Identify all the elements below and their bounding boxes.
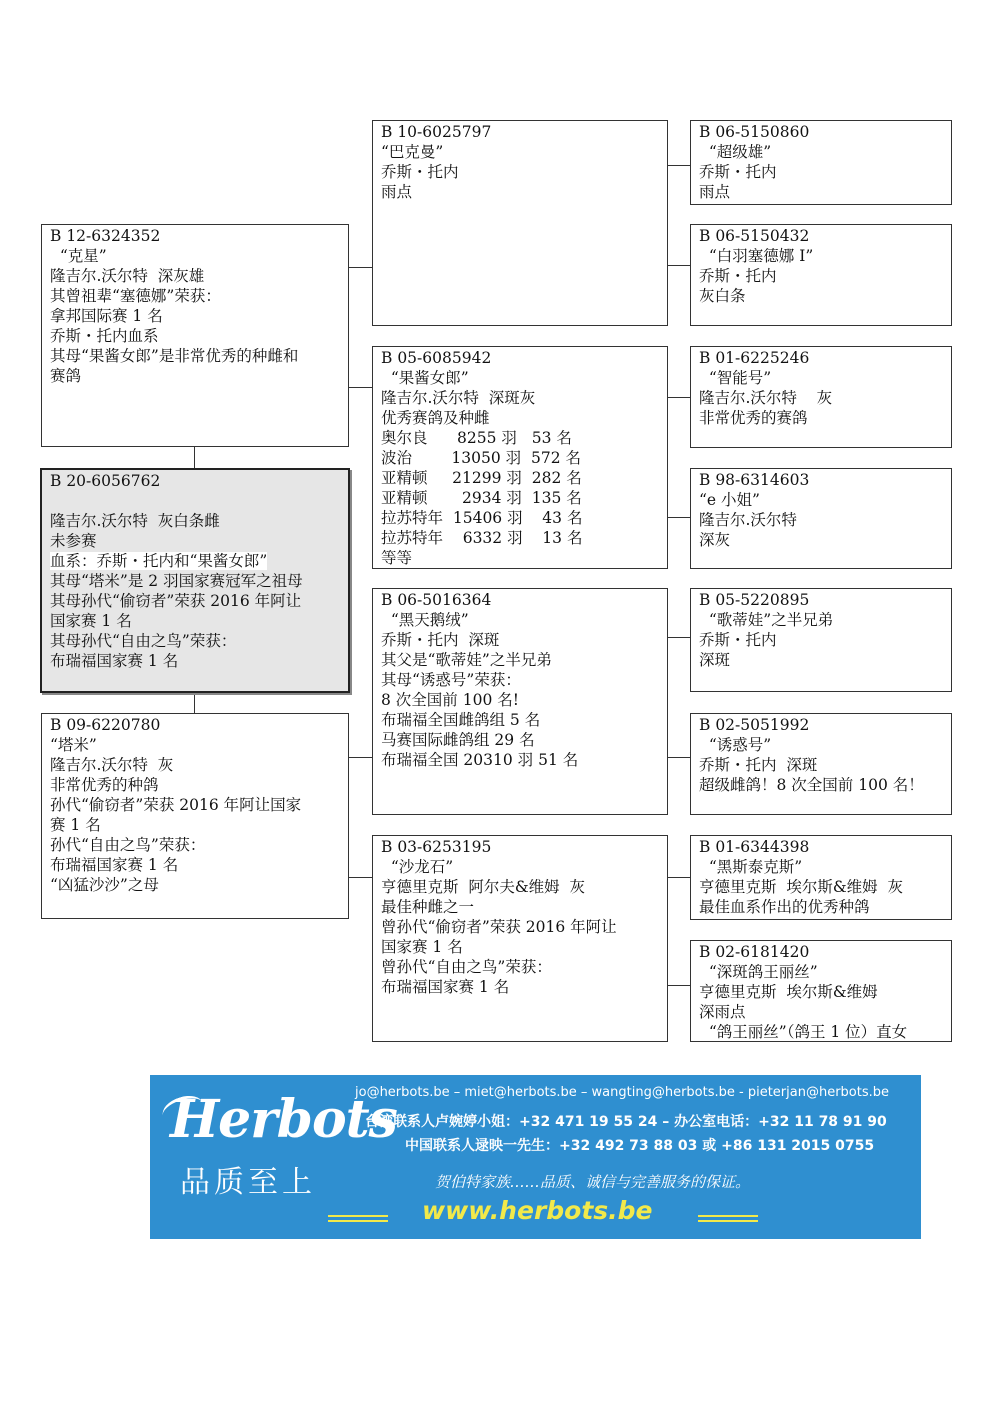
connector: [667, 165, 690, 166]
sire-sire-box: [372, 120, 668, 326]
sdd-box: [690, 468, 952, 569]
connector: [667, 877, 690, 878]
sdd-line: 隆吉尔.沃尔特: [699, 511, 797, 529]
dsd-box: [690, 713, 952, 815]
dd-line: 曾孙代“自由之鸟”荣获：: [381, 958, 552, 976]
sss-box: [690, 120, 952, 205]
ds-line: 8 次全国前 100 名!: [381, 691, 519, 709]
herbots-banner: [150, 1075, 921, 1239]
dam-line: 赛 1 名: [50, 816, 101, 834]
sire-line: 乔斯・托内血系: [50, 327, 159, 345]
sd-line: 隆吉尔.沃尔特 深斑灰: [381, 389, 536, 407]
sire-line: 拿邦国际赛 1 名: [50, 307, 163, 325]
sire-line: 其母“果酱女郎”是非常优秀的种雌和: [50, 347, 299, 365]
dam-line: B 09-6220780: [50, 716, 161, 734]
dds-box: [690, 835, 952, 920]
connector: [348, 757, 372, 758]
sire-line: “克星”: [50, 247, 107, 265]
sss-line: 雨点: [699, 183, 731, 201]
ssd-box: [690, 224, 952, 326]
subject-line: 布瑞福国家赛 1 名: [50, 652, 179, 670]
dsd-line: 乔斯・托内 深斑: [699, 756, 818, 774]
ds-line: 其父是“歌蒂娃”之半兄弟: [381, 651, 552, 669]
ssd-line: 乔斯・托内: [699, 267, 777, 285]
sds-line: B 01-6225246: [699, 349, 810, 367]
ssd-line: “白羽塞德娜 I”: [699, 247, 814, 265]
dam-line: 隆吉尔.沃尔特 灰: [50, 756, 174, 774]
sds-line: 隆吉尔.沃尔特 灰: [699, 389, 833, 407]
divider: [328, 1215, 388, 1217]
dd-line: “沙龙石”: [381, 858, 454, 876]
subject-line: 未参赛: [50, 532, 97, 550]
sss-line: B 06-5150860: [699, 123, 810, 141]
ddd-line: “深斑鸽王丽丝”: [699, 963, 818, 981]
ss-line: 雨点: [381, 183, 413, 201]
subject-line: 其母“塔米”是 2 羽国家赛冠军之祖母: [50, 572, 303, 590]
ss-line: “巴克曼”: [381, 143, 444, 161]
ss-line: 乔斯・托内: [381, 163, 459, 181]
ds-line: “黑天鹅绒”: [381, 611, 469, 629]
subject-box: [40, 468, 350, 693]
herbots-logo: Herbots: [170, 1089, 397, 1150]
sdd-line: B 98-6314603: [699, 471, 810, 489]
dss-line: 深斑: [699, 651, 731, 669]
divider: [698, 1215, 758, 1217]
subject-line: 其母孙代“自由之鸟”荣获：: [50, 632, 237, 650]
ddd-box: [690, 940, 952, 1042]
ds-line: 布瑞福全国雌鸽组 5 名: [381, 711, 541, 729]
dam-line: “塔米”: [50, 736, 97, 754]
divider: [698, 1220, 758, 1222]
sire-dam-box: [372, 346, 668, 569]
sds-box: [690, 346, 952, 448]
subject-line: [50, 491, 340, 511]
sds-line: 非常优秀的赛鸽: [699, 409, 808, 427]
ds-line: 马赛国际雌鸽组 29 名: [381, 731, 535, 749]
sss-line: “超级雄”: [699, 143, 772, 161]
slogan: 品质至上: [180, 1165, 316, 1200]
website-link[interactable]: www.herbots.be: [422, 1196, 653, 1225]
subject-line: 隆吉尔.沃尔特 灰白条雌: [50, 512, 220, 530]
sd-line: B 05-6085942: [381, 349, 492, 367]
sd-line: 亚精顿 2934 羽 135 名: [381, 489, 582, 507]
dds-line: B 01-6344398: [699, 838, 810, 856]
sd-line: 拉苏特年 6332 羽 13 名: [381, 529, 583, 547]
dsd-line: B 02-5051992: [699, 716, 810, 734]
dss-line: B 05-5220895: [699, 591, 810, 609]
dss-line: 乔斯・托内: [699, 631, 777, 649]
ddd-line: “鸽王丽丝”（鸽王 1 位）直女: [699, 1023, 908, 1041]
sire-box: [41, 224, 349, 447]
sdd-line: 深灰: [699, 531, 731, 549]
connector: [667, 517, 690, 518]
sds-line: “智能号”: [699, 369, 772, 387]
dss-line: “歌蒂娃”之半兄弟: [699, 611, 834, 629]
dd-line: B 03-6253195: [381, 838, 492, 856]
ssd-line: B 06-5150432: [699, 227, 810, 245]
sss-line: 乔斯・托内: [699, 163, 777, 181]
connector: [194, 692, 195, 714]
ddd-line: 深雨点: [699, 1003, 746, 1021]
sd-line: 奥尔良 8255 羽 53 名: [381, 429, 572, 447]
dsd-line: 超级雌鸽！8 次全国前 100 名！: [699, 776, 924, 794]
ds-line: 布瑞福全国 20310 羽 51 名: [381, 751, 579, 769]
ddd-line: B 02-6181420: [699, 943, 810, 961]
dds-line: 最佳血系作出的优秀种鸽: [699, 898, 870, 916]
connector: [667, 637, 690, 638]
sdd-line: “e 小姐”: [699, 491, 760, 509]
sire-line: 赛鸽: [50, 367, 82, 385]
dd-line: 布瑞福国家赛 1 名: [381, 978, 510, 996]
sd-line: “果酱女郎”: [381, 369, 469, 387]
dss-box: [690, 588, 952, 692]
dam-sire-box: [372, 588, 668, 815]
dd-line: 曾孙代“偷窃者”荣获 2016 年阿让: [381, 918, 617, 936]
connector: [667, 397, 690, 398]
divider: [328, 1220, 388, 1222]
subject-line: 血系：乔斯・托内和“果酱女郎”: [50, 552, 268, 570]
sire-line: B 12-6324352: [50, 227, 161, 245]
dds-line: “黑斯泰克斯”: [699, 858, 803, 876]
ds-line: 乔斯・托内 深斑: [381, 631, 500, 649]
dam-dam-box: [372, 835, 668, 1042]
ssd-line: 灰白条: [699, 287, 746, 305]
ds-line: 其母“诱惑号”荣获：: [381, 671, 521, 689]
sd-line: 等等: [381, 549, 413, 567]
ds-line: B 06-5016364: [381, 591, 492, 609]
sd-line: 亚精顿 21299 羽 282 名: [381, 469, 582, 487]
connector: [194, 446, 195, 469]
tagline: 贺伯特家族……品质、诚信与完善服务的保证。: [435, 1173, 751, 1191]
connector: [348, 267, 372, 268]
dam-line: 非常优秀的种鸽: [50, 776, 159, 794]
dd-line: 最佳种雌之一: [381, 898, 475, 916]
dsd-line: “诱惑号”: [699, 736, 772, 754]
subject-line: 国家赛 1 名: [50, 612, 132, 630]
subject-line: 其母孙代“偷窃者”荣获 2016 年阿让: [50, 592, 302, 610]
sd-line: 拉苏特年 15406 羽 43 名: [381, 509, 583, 527]
connector: [348, 387, 372, 388]
connector: [348, 877, 372, 878]
contact-emails[interactable]: jo@herbots.be – miet@herbots.be – wangting@herbots.be - pieterjan@herbots.be: [355, 1085, 889, 1100]
taiwan-contact: 台湾联系人卢婉婷小姐：+32 471 19 55 24 – 办公室电话：+32 11 78 91 90: [365, 1114, 887, 1130]
china-contact: 中国联系人逯映一先生：+32 492 73 88 03 或 +86 131 2015 0755: [405, 1138, 875, 1154]
dam-line: “凶猛沙沙”之母: [50, 876, 159, 894]
sire-line: 其曾祖辈“塞德娜”荣获：: [50, 287, 221, 305]
ddd-line: 亨德里克斯 埃尔斯&维姆: [699, 983, 878, 1001]
dam-box: [41, 713, 349, 919]
dam-line: 孙代“自由之鸟”荣获：: [50, 836, 206, 854]
ss-line: B 10-6025797: [381, 123, 492, 141]
dd-line: 亨德里克斯 阿尔夫&维姆 灰: [381, 878, 586, 896]
dam-line: 孙代“偷窃者”荣获 2016 年阿让国家: [50, 796, 302, 814]
connector: [667, 757, 690, 758]
sire-line: 隆吉尔.沃尔特 深灰雄: [50, 267, 205, 285]
dds-line: 亨德里克斯 埃尔斯&维姆 灰: [699, 878, 904, 896]
subject-line: B 20-6056762: [50, 472, 161, 490]
sd-line: 波治 13050 羽 572 名: [381, 449, 582, 467]
connector: [667, 985, 690, 986]
dd-line: 国家赛 1 名: [381, 938, 463, 956]
dam-line: 布瑞福国家赛 1 名: [50, 856, 179, 874]
connector: [667, 265, 690, 266]
sd-line: 优秀赛鸽及种雌: [381, 409, 490, 427]
